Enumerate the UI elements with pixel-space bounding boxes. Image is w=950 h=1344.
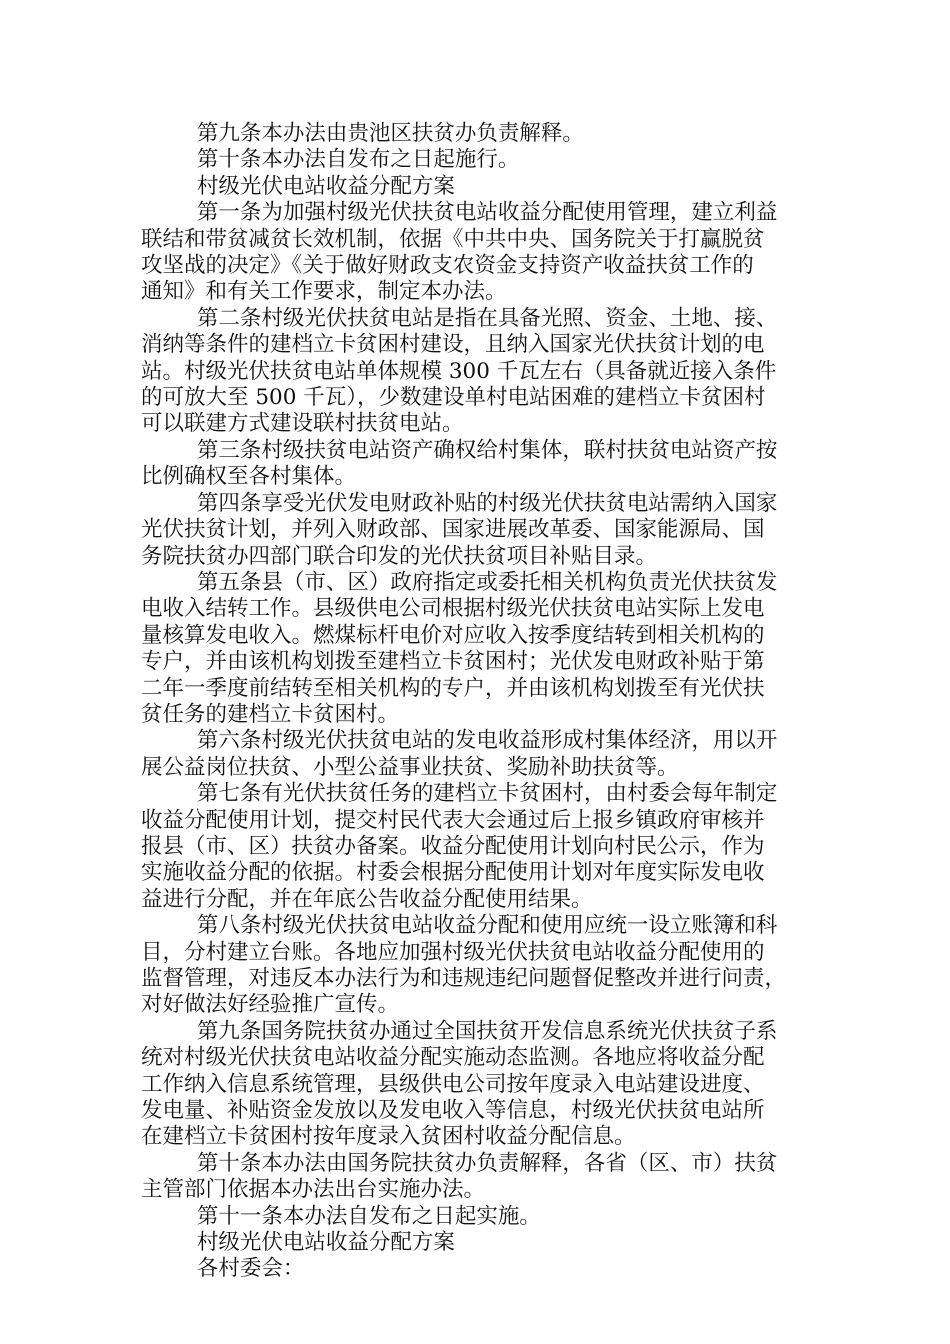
text-line: 的可放大至 500 千瓦），少数建设单村电站困难的建档立卡贫困村 (141, 385, 766, 411)
text-line: 务院扶贫办四部门联合印发的光伏扶贫项目补贴目录。 (141, 543, 658, 569)
text-line: 通知》和有关工作要求，制定本办法。 (141, 279, 507, 305)
paragraph (141, 570, 821, 728)
section-heading (141, 1230, 821, 1256)
text-line: 贫任务的建档立卡贫困村。 (141, 701, 400, 727)
text-line: 发电量、补贴资金发放以及发电收入等信息，村级光伏扶贫电站所 (141, 1098, 765, 1124)
paragraph (141, 200, 821, 306)
text-line: 第四条享受光伏发电财政补贴的村级光伏扶贫电站需纳入国家 (196, 490, 778, 516)
text-line: 第六条村级光伏扶贫电站的发电收益形成村集体经济，用以开 (196, 728, 778, 754)
text-line: 电收入结转工作。县级供电公司根据村级光伏扶贫电站实际上发电 (141, 596, 765, 622)
paragraph (141, 781, 821, 913)
text-line: 目，分村建立台账。各地应加强村级光伏扶贫电站收益分配使用的 (141, 939, 765, 965)
text-line: 第三条村级扶贫电站资产确权给村集体，联村扶贫电站资产按 (196, 437, 778, 463)
text-line: 可以联建方式建设联村扶贫电站。 (141, 411, 464, 437)
text-line: 对好做法好经验推广宣传。 (141, 992, 400, 1018)
paragraph (141, 913, 821, 1019)
paragraph (141, 1204, 821, 1230)
text-line: 在建档立卡贫困村按年度录入贫困村收益分配信息。 (141, 1124, 636, 1150)
text-line: 第八条村级光伏扶贫电站收益分配和使用应统一设立账簿和科 (196, 913, 778, 939)
text-line: 专户，并由该机构划拨至建档立卡贫困村；光伏发电财政补贴于第 (141, 649, 765, 675)
text-line: 第七条有光伏扶贫任务的建档立卡贫困村，由村委会每年制定 (196, 781, 778, 807)
document-body (141, 121, 821, 1283)
text-line: 联结和带贫减贫长效机制，依据《中共中央、国务院关于打赢脱贫 (141, 226, 765, 252)
paragraph (141, 491, 821, 570)
text-line: 第十一条本办法自发布之日起实施。 (196, 1203, 541, 1229)
text-line: 比例确权至各村集体。 (141, 464, 357, 490)
text-line: 益进行分配，并在年底公告收益分配使用结果。 (141, 886, 593, 912)
paragraph (141, 438, 821, 491)
text-line: 站。村级光伏扶贫电站单体规模 300 千瓦左右（具备就近接入条件 (141, 358, 777, 384)
salutation (141, 1256, 821, 1282)
text-line: 第一条为加强村级光伏扶贫电站收益分配使用管理，建立利益 (196, 200, 778, 226)
text-line: 工作纳入信息系统管理，县级供电公司按年度录入电站建设进度、 (141, 1071, 765, 1097)
text-line: 消纳等条件的建档立卡贫困村建设，且纳入国家光伏扶贫计划的电 (141, 332, 765, 358)
section-heading (141, 174, 821, 200)
paragraph (141, 147, 821, 173)
text-line: 第十条本办法自发布之日起施行。 (196, 147, 520, 173)
text-line: 二年一季度前结转至相关机构的专户，并由该机构划拨至有光伏扶 (141, 675, 765, 701)
text-line: 监督管理，对违反本办法行为和违规违纪问题督促整改并进行问责， (141, 966, 787, 991)
text-line: 村级光伏电站收益分配方案 (196, 1230, 455, 1256)
paragraph (141, 306, 821, 438)
text-line: 第十条本办法由国务院扶贫办负责解释，各省（区、市）扶贫 (196, 1150, 778, 1176)
text-line: 第二条村级光伏扶贫电站是指在具备光照、资金、土地、接、 (196, 305, 778, 331)
text-line: 统对村级光伏扶贫电站收益分配实施动态监测。各地应将收益分配 (141, 1045, 765, 1071)
text-line: 第九条国务院扶贫办通过全国扶贫开发信息系统光伏扶贫子系 (196, 1018, 778, 1044)
text-line: 攻坚战的决定》《关于做好财政支农资金支持资产收益扶贫工作的 (141, 253, 754, 279)
text-line: 收益分配使用计划，提交村民代表大会通过后上报乡镇政府审核并 (141, 807, 765, 833)
text-line: 光伏扶贫计划，并列入财政部、国家进展改革委、国家能源局、国 (141, 517, 765, 543)
text-line: 报县（市、区）扶贫办备案。收益分配使用计划向村民公示，作为 (141, 833, 765, 859)
text-line: 量核算发电收入。燃煤标杆电价对应收入按季度结转到相关机构的 (141, 622, 765, 648)
paragraph (141, 1019, 821, 1151)
paragraph (141, 121, 821, 147)
paragraph (141, 728, 821, 781)
text-line: 主管部门依据本办法出台实施办法。 (141, 1177, 486, 1203)
text-line: 实施收益分配的依据。村委会根据分配使用计划对年度实际发电收 (141, 860, 765, 886)
text-line: 村级光伏电站收益分配方案 (196, 173, 455, 199)
text-line: 展公益岗位扶贫、小型公益事业扶贫、奖励补助扶贫等。 (141, 754, 679, 780)
text-line: 各村委会： (196, 1256, 305, 1282)
text-line: 第九条本办法由贵池区扶贫办负责解释。 (196, 121, 584, 146)
paragraph (141, 1151, 821, 1204)
text-line: 第五条县（市、区）政府指定或委托相关机构负责光伏扶贫发 (196, 569, 778, 595)
